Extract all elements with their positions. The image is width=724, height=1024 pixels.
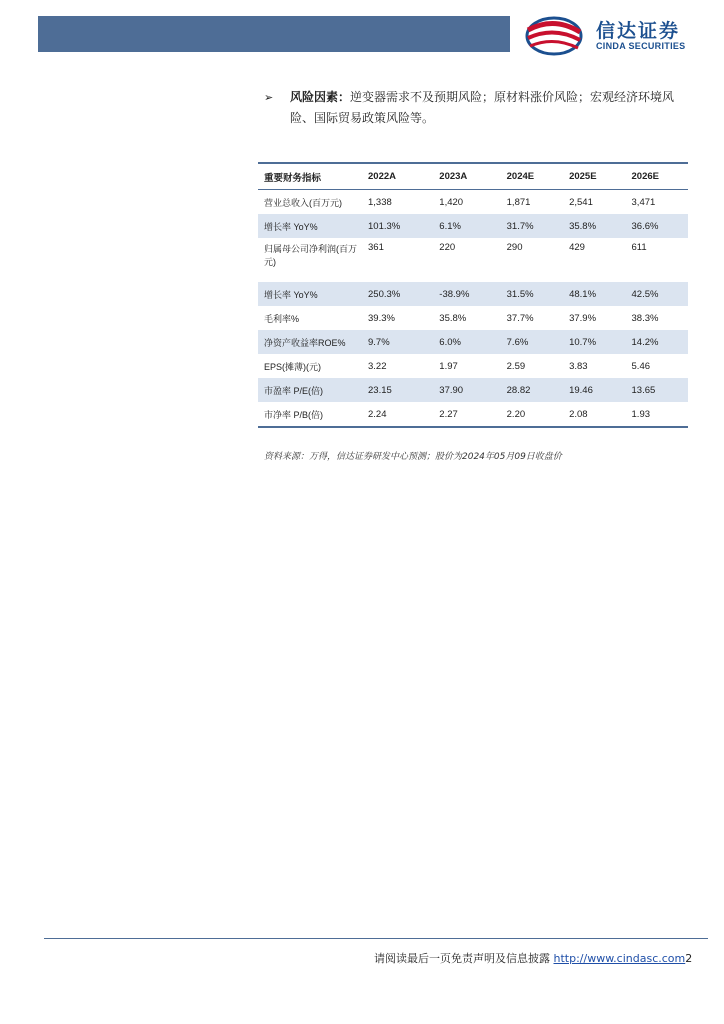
table-header: 2025E (563, 163, 625, 190)
table-cell: 28.82 (501, 378, 563, 402)
cinda-logo-icon (524, 14, 586, 58)
row-label: 增长率 YoY% (258, 282, 362, 306)
table-cell: 429 (569, 242, 585, 253)
source-note: 资料来源：万得，信达证券研发中心预测；股价为2024年05月09日收盘价 (264, 452, 562, 462)
table-cell: 6.0% (433, 330, 500, 354)
table-cell: 7.6% (501, 330, 563, 354)
table-cell: 48.1% (563, 282, 625, 306)
table-cell: -38.9% (433, 282, 500, 306)
table-cell: 2.20 (501, 402, 563, 427)
table-cell: 290 (506, 242, 523, 253)
header-band (38, 16, 510, 52)
table-header: 2024E (501, 163, 563, 190)
table-cell: 3.22 (368, 360, 387, 372)
table-cell: 36.6% (626, 214, 688, 238)
website-link[interactable]: http://www.cindasc.com (553, 952, 686, 965)
table-cell: 35.8% (563, 214, 625, 238)
row-label: 净资产收益率ROE% (258, 330, 362, 354)
table-cell: 5.46 (631, 360, 651, 372)
table-cell: 14.2% (626, 330, 688, 354)
footer-disclaimer: 请阅读最后一页免责声明及信息披露 (374, 952, 554, 965)
table-cell: 361 (368, 242, 384, 253)
table-cell: 3,471 (631, 196, 656, 208)
table-header: 2022A (362, 163, 433, 190)
table-cell: 37.7% (506, 312, 534, 324)
row-label: 归属母公司净利润(百万元) (264, 244, 357, 267)
table-cell: 37.90 (433, 378, 500, 402)
table-header: 重要财务指标 (258, 163, 362, 190)
table-cell: 1,871 (506, 196, 531, 208)
row-label: EPS(摊薄)(元) (264, 361, 321, 372)
table-cell: 37.9% (569, 312, 597, 324)
logo-text-cn: 信达证券 (596, 20, 681, 42)
table-row (258, 238, 688, 282)
table-cell: 2.27 (433, 402, 500, 427)
risk-factors (264, 87, 694, 129)
table-cell: 19.46 (563, 378, 625, 402)
table-row (258, 214, 688, 238)
table-row (258, 330, 688, 354)
table-row (258, 282, 688, 306)
table-cell: 31.7% (501, 214, 563, 238)
arrow-bullet-icon: ➢ (264, 91, 274, 104)
table-cell: 1,420 (439, 196, 464, 208)
table-cell: 9.7% (362, 330, 433, 354)
table-cell: 42.5% (626, 282, 688, 306)
table-cell: 31.5% (501, 282, 563, 306)
table-cell: 1.97 (439, 360, 458, 372)
table-cell: 6.1% (433, 214, 500, 238)
row-label: 增长率 YoY% (258, 214, 362, 238)
financial-table (258, 162, 688, 428)
table-header-row (258, 163, 688, 190)
table-header: 2023A (433, 163, 500, 190)
row-label: 营业总收入(百万元) (264, 197, 342, 208)
table-cell: 250.3% (362, 282, 433, 306)
table-cell: 10.7% (563, 330, 625, 354)
table-cell: 611 (631, 242, 647, 253)
risk-text: 逆变器需求不及预期风险；原材料涨价风险；宏观经济环境风险、国际贸易政策风险等。 (290, 90, 675, 125)
table-row (258, 306, 688, 330)
row-label: 市净率 P/B(倍) (258, 402, 362, 427)
table-cell: 220 (439, 242, 456, 253)
table-row (258, 378, 688, 402)
table-cell: 2.59 (506, 360, 526, 372)
table-cell: 2.08 (563, 402, 625, 427)
row-label: 毛利率% (264, 313, 300, 324)
table-cell: 101.3% (362, 214, 433, 238)
row-label: 市盈率 P/E(倍) (258, 378, 362, 402)
table-cell: 1.93 (626, 402, 688, 427)
table-cell: 38.3% (631, 312, 659, 324)
table-cell: 2,541 (569, 196, 593, 208)
table-cell: 13.65 (626, 378, 688, 402)
table-cell: 35.8% (439, 312, 467, 324)
table-cell: 23.15 (362, 378, 433, 402)
risk-label: 风险因素： (290, 90, 351, 104)
table-cell: 39.3% (368, 312, 395, 324)
logo-text-en: CINDA SECURITIES (596, 41, 686, 51)
footer-divider (44, 938, 708, 939)
table-row (258, 402, 688, 427)
table-cell: 1,338 (368, 196, 392, 208)
footer (374, 950, 692, 966)
table-header: 2026E (626, 163, 688, 190)
table-cell: 2.24 (362, 402, 433, 427)
table-row (258, 354, 688, 378)
table-row (258, 190, 688, 215)
table-cell: 3.83 (569, 360, 588, 372)
page-number: 2 (685, 952, 693, 965)
cinda-logo (524, 14, 704, 58)
